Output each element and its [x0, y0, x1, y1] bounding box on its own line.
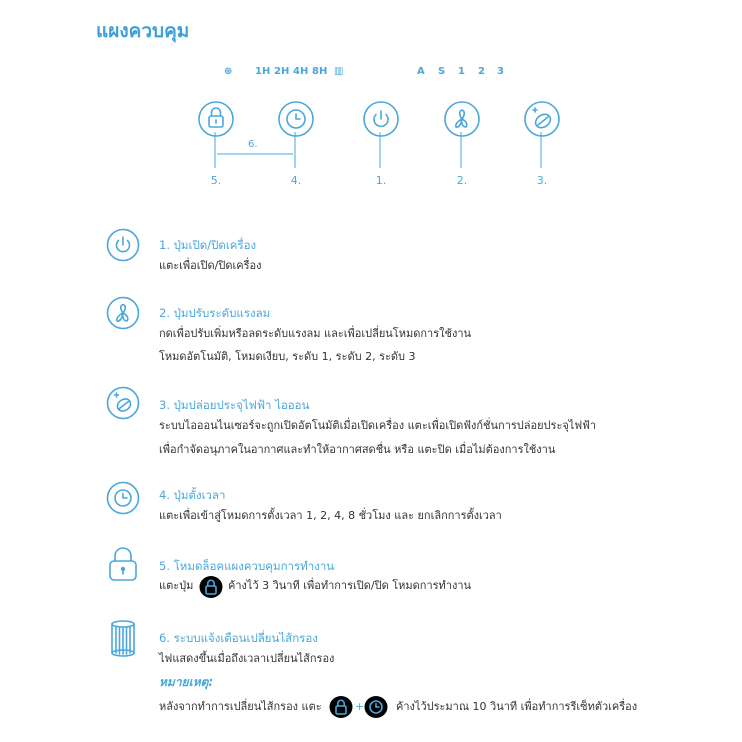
section-ion-desc-2: เพื่อกำจัดอนุภาคในอากาศและทำให้อากาศสดชื่น หรือ แตะปิด เมื่อไม่ต้องการใช้งาน	[159, 443, 556, 456]
mode-indicator-2: 2	[478, 66, 485, 77]
section-ion-title: 3. ปุ่มปล่อยประจุไฟฟ้า ไอออน	[159, 398, 310, 412]
timer-button[interactable]	[277, 100, 315, 138]
ion-button-number: 3.	[536, 174, 548, 187]
mode-indicator-3: 3	[497, 66, 504, 77]
lock-button-number: 5.	[210, 174, 222, 187]
note-title: หมายเหตุ:	[159, 675, 214, 689]
power-button[interactable]	[362, 100, 400, 138]
section-lock-desc-after: ค้างไว้ 3 วินาที เพื่อทำการเปิด/ปิด โหมดการทำงาน	[228, 579, 472, 592]
ionizer-button[interactable]	[523, 100, 561, 138]
lock-inline-icon	[198, 575, 224, 599]
fan-icon	[106, 296, 140, 330]
power-button-number: 1.	[375, 174, 387, 187]
filter-icon	[108, 619, 138, 659]
power-icon	[106, 228, 140, 262]
ionizer-icon	[106, 386, 140, 420]
filter-indicator-icon: ▥	[334, 66, 344, 77]
section-fan-desc-2: โหมดอัตโนมัติ, โหมดเงียบ, ระดับ 1, ระดับ 2, ระดับ 3	[159, 350, 416, 363]
section-lock-desc-before: แตะปุ่ม	[159, 579, 194, 592]
lock-icon	[107, 546, 139, 582]
lock-button[interactable]	[197, 100, 235, 138]
section-power-desc: แตะเพื่อเปิด/ปิดเครื่อง	[159, 259, 262, 272]
note-plus: +	[355, 700, 365, 713]
section-fan-title: 2. ปุ่มปรับระดับแรงลม	[159, 306, 271, 320]
note-lock-icon	[328, 695, 354, 719]
timer-button-number: 4.	[290, 174, 302, 187]
timer-indicator-8h: 8H	[312, 66, 328, 77]
mode-indicator-1: 1	[458, 66, 465, 77]
section-timer-desc: แตะเพื่อเข้าสู่โหมดการตั้งเวลา 1, 2, 4, 8 ชั่วโมง และ ยกเลิกการตั้งเวลา	[159, 509, 502, 522]
lock-indicator-icon: ⊕	[224, 66, 233, 77]
timer-icon	[106, 481, 140, 515]
section-filter-desc: ไฟแสดงขึ้นเมื่อถึงเวลาเปลี่ยนไส้กรอง	[159, 652, 335, 665]
bracket-label: 6.	[248, 139, 258, 150]
fan-speed-button[interactable]	[443, 100, 481, 138]
section-power-title: 1. ปุ่มเปิด/ปิดเครื่อง	[159, 238, 257, 252]
section-timer-title: 4. ปุ่มตั้งเวลา	[159, 488, 226, 502]
section-filter-title: 6. ระบบแจ้งเตือนเปลี่ยนไส้กรอง	[159, 631, 318, 645]
mode-indicator-silent: S	[438, 66, 446, 77]
note-text-before: หลังจากทำการเปลี่ยนไส้กรอง แตะ	[159, 700, 322, 713]
timer-indicator-2h: 2H	[274, 66, 290, 77]
fan-button-number: 2.	[456, 174, 468, 187]
timer-indicator-4h: 4H	[293, 66, 309, 77]
note-text-after: ค้างไว้ประมาณ 10 วินาที เพื่อทำการรีเซ็ทตัวเครื่อง	[396, 700, 638, 713]
mode-indicator-auto: A	[417, 66, 425, 77]
section-lock-title: 5. โหมดล็อคแผงควบคุมการทำงาน	[159, 559, 335, 573]
page-title: แผงควบคุม	[96, 20, 190, 42]
section-fan-desc-1: กดเพื่อปรับเพิ่มหรือลดระดับแรงลม และเพื่อเปลี่ยนโหมดการใช้งาน	[159, 327, 472, 340]
timer-indicator-1h: 1H	[255, 66, 271, 77]
note-timer-icon	[363, 695, 389, 719]
section-ion-desc-1: ระบบไอออนไนเซอร์จะถูกเปิดอัตโนมัติเมื่อเปิดเครื่อง แตะเพื่อเปิดฟังก์ชั่นการปล่อยประจุไฟฟ้า	[159, 419, 597, 432]
